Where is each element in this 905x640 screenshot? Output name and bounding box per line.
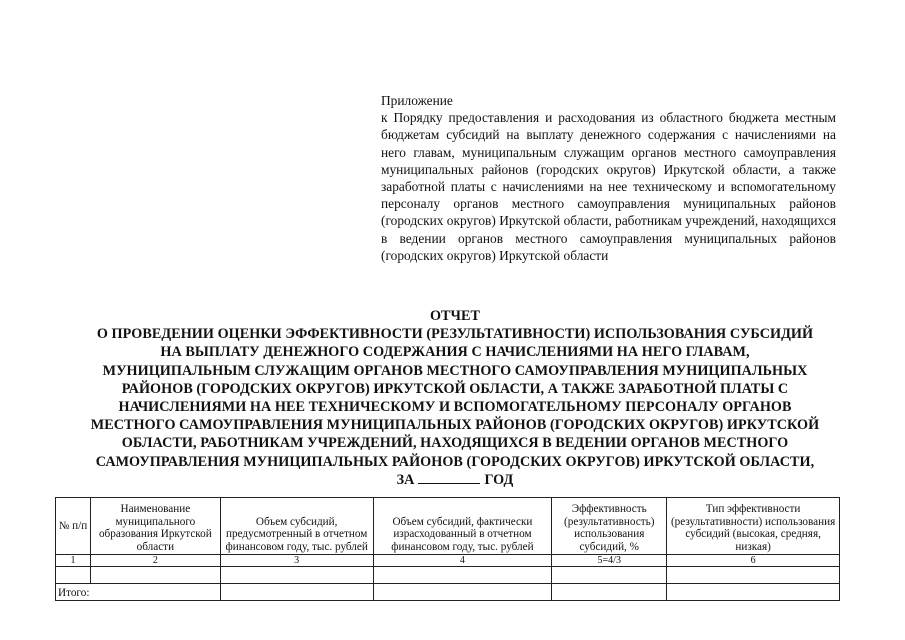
table-cell <box>552 584 667 601</box>
title-god: ГОД <box>484 471 514 488</box>
table-cell <box>667 567 840 584</box>
header-municipality: Наименование муниципального образования Иркутской области <box>90 498 220 555</box>
header-efficiency-type: Тип эффективности (результативности) использования субсидий (высокая, средняя, низкая) <box>667 498 840 555</box>
title-line-5: РАЙОНОВ (ГОРОДСКИХ ОКРУГОВ) ИРКУТСКОЙ ОБЛАСТИ, А ТАКЖЕ ЗАРАБОТНОЙ ПЛАТЫ С <box>121 380 789 397</box>
appendix-text: к Порядку предоставления и расходования из областного бюджета местным бюджетам субсидий на выплату денежного содержания с начислениями на него главам, муниципальным служащим органов местного самоуправления муниципальных районов (городских округов) Иркутской области, а также заработной платы с начислениями на нее техническому и вспомогательному персоналу органов местного самоуправления муниципальных районов (городских округов) Иркутской области, работникам учреждений, находящихся в ведении органов местного самоуправления муниципальных районов (городских округов) Иркутской области <box>381 110 836 263</box>
table-row <box>56 567 840 584</box>
column-number: 3 <box>220 555 373 567</box>
column-number-row <box>56 555 840 567</box>
report-table <box>55 497 840 601</box>
report-title <box>40 307 870 489</box>
title-line-2: О ПРОВЕДЕНИИ ОЦЕНКИ ЭФФЕКТИВНОСТИ (РЕЗУЛЬТАТИВНОСТИ) ИСПОЛЬЗОВАНИЯ СУБСИДИЙ <box>96 326 814 343</box>
column-number: 2 <box>90 555 220 567</box>
table-cell <box>90 567 220 584</box>
table-cell <box>220 567 373 584</box>
header-spent-subsidy: Объем субсидий, фактически израсходованный в отчетном финансовом году, тыс. рублей <box>373 498 552 555</box>
title-year-line <box>40 471 870 489</box>
column-number: 6 <box>667 555 840 567</box>
header-planned-subsidy: Объем субсидий, предусмотренный в отчетном финансовом году, тыс. рублей <box>220 498 373 555</box>
appendix-heading: Приложение <box>381 93 453 108</box>
title-line-4: МУНИЦИПАЛЬНЫМ СЛУЖАЩИМ ОРГАНОВ МЕСТНОГО САМОУПРАВЛЕНИЯ МУНИЦИПАЛЬНЫХ <box>102 362 808 379</box>
table-cell <box>220 584 373 601</box>
table-cell <box>552 567 667 584</box>
title-line-6: НАЧИСЛЕНИЯМИ НА НЕЕ ТЕХНИЧЕСКОМУ И ВСПОМОГАТЕЛЬНОМУ ПЕРСОНАЛУ ОРГАНОВ <box>118 399 792 416</box>
table-cell <box>667 584 840 601</box>
column-number: 5=4/3 <box>552 555 667 567</box>
table-header-row <box>56 498 840 555</box>
title-line-1: ОТЧЕТ <box>429 308 481 324</box>
header-number: № п/п <box>56 498 91 555</box>
table-cell <box>56 567 91 584</box>
column-number: 1 <box>56 555 91 567</box>
table-cell <box>373 584 552 601</box>
title-za: ЗА <box>396 471 415 488</box>
title-line-8: ОБЛАСТИ, РАБОТНИКАМ УЧРЕЖДЕНИЙ, НАХОДЯЩИХСЯ В ВЕДЕНИИ ОРГАНОВ МЕСТНОГО <box>121 435 789 452</box>
total-label: Итого: <box>56 584 221 601</box>
column-number: 4 <box>373 555 552 567</box>
year-blank <box>418 471 480 484</box>
table-cell <box>373 567 552 584</box>
appendix-note <box>381 92 836 264</box>
header-efficiency: Эффективность (результативность) использования субсидий, % <box>552 498 667 555</box>
total-row <box>56 584 840 601</box>
title-line-3: НА ВЫПЛАТУ ДЕНЕЖНОГО СОДЕРЖАНИЯ С НАЧИСЛЕНИЯМИ НА НЕГО ГЛАВАМ, <box>160 344 750 361</box>
title-line-9: САМОУПРАВЛЕНИЯ МУНИЦИПАЛЬНЫХ РАЙОНОВ (ГОРОДСКИХ ОКРУГОВ) ИРКУТСКОЙ ОБЛАСТИ, <box>95 453 815 470</box>
title-line-7: МЕСТНОГО САМОУПРАВЛЕНИЯ МУНИЦИПАЛЬНЫХ РАЙОНОВ (ГОРОДСКИХ ОКРУГОВ) ИРКУТСКОЙ <box>90 417 820 434</box>
